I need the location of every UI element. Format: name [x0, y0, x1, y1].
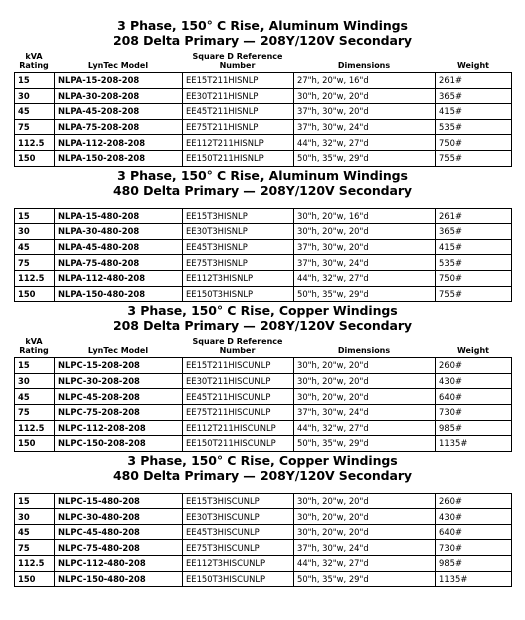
kva-cell: 75 — [15, 255, 55, 271]
table-row — [15, 524, 512, 540]
ref-cell: EE30T211HISCUNLP — [183, 373, 294, 389]
header-dimensions: Dimensions — [337, 346, 391, 356]
dimensions-cell: 30"h, 20"w, 20"d — [294, 493, 436, 509]
dimensions-cell: 37"h, 30"w, 20"d — [294, 104, 436, 120]
table-row — [15, 208, 512, 224]
dimensions-cell: 30"h, 20"w, 20"d — [294, 224, 436, 240]
weight-cell: 755# — [436, 150, 512, 166]
table-row — [15, 255, 512, 271]
weight-cell: 261# — [436, 208, 512, 224]
model-cell: NLPA-30-480-208 — [55, 224, 183, 240]
section-title-line1: 3 Phase, 150° C Rise, Aluminum Windings — [117, 167, 408, 183]
section-title — [14, 168, 511, 198]
weight-cell: 535# — [436, 119, 512, 135]
kva-cell: 150 — [15, 150, 55, 166]
ref-cell: EE15T3HISCUNLP — [183, 493, 294, 509]
table-row — [15, 358, 512, 374]
table-row — [15, 571, 512, 587]
dimensions-cell: 44"h, 32"w, 27"d — [294, 420, 436, 436]
kva-cell: 112.5 — [15, 270, 55, 286]
model-cell: NLPA-75-208-208 — [55, 119, 183, 135]
ref-cell: EE30T211HISNLP — [183, 88, 294, 104]
table-row — [15, 436, 512, 452]
header-model: LynTec Model — [87, 61, 149, 70]
kva-cell: 45 — [15, 239, 55, 255]
ref-cell: EE150T3HISCUNLP — [183, 571, 294, 587]
ref-cell: EE150T211HISCUNLP — [183, 436, 294, 452]
weight-cell: 535# — [436, 255, 512, 271]
column-headers — [14, 48, 511, 72]
header-weight: Weight — [457, 61, 489, 70]
weight-cell: 365# — [436, 224, 512, 240]
dimensions-cell: 44"h, 32"w, 27"d — [294, 270, 436, 286]
dimensions-cell: 44"h, 32"w, 27"d — [294, 135, 436, 151]
section-title-line2: 208 Delta Primary — 208Y/120V Secondary — [113, 318, 412, 334]
weight-cell: 260# — [436, 493, 512, 509]
spec-table — [14, 208, 512, 303]
dimensions-cell: 37"h, 30"w, 24"d — [294, 404, 436, 420]
dimensions-cell: 27"h, 20"w, 16"d — [294, 73, 436, 89]
ref-cell: EE112T211HISCUNLP — [183, 420, 294, 436]
weight-cell: 985# — [436, 420, 512, 436]
model-cell: NLPC-15-208-208 — [55, 358, 183, 374]
model-cell: NLPA-112-208-208 — [55, 135, 183, 151]
model-cell: NLPC-15-480-208 — [55, 493, 183, 509]
weight-cell: 755# — [436, 286, 512, 302]
kva-cell: 112.5 — [15, 556, 55, 572]
ref-cell: EE112T3HISCUNLP — [183, 556, 294, 572]
section-aluminum-208 — [14, 18, 511, 167]
dimensions-cell: 37"h, 30"w, 20"d — [294, 239, 436, 255]
kva-cell: 45 — [15, 524, 55, 540]
kva-cell: 150 — [15, 436, 55, 452]
table-row — [15, 493, 512, 509]
dimensions-cell: 50"h, 35"w, 29"d — [294, 286, 436, 302]
model-cell: NLPC-30-480-208 — [55, 509, 183, 525]
table-row — [15, 270, 512, 286]
ref-cell: EE30T3HISCUNLP — [183, 509, 294, 525]
table-row — [15, 509, 512, 525]
header-kva-rating: kVA Rating — [19, 52, 49, 70]
ref-cell: EE75T211HISNLP — [183, 119, 294, 135]
header-weight: Weight — [457, 346, 489, 356]
kva-cell: 45 — [15, 389, 55, 405]
ref-cell: EE75T3HISCUNLP — [183, 540, 294, 556]
section-title — [14, 18, 511, 48]
kva-cell: 112.5 — [15, 135, 55, 151]
dimensions-cell: 30"h, 20"w, 16"d — [294, 208, 436, 224]
column-headers — [14, 333, 511, 357]
ref-cell: EE45T211HISNLP — [183, 104, 294, 120]
table-row — [15, 88, 512, 104]
model-cell: NLPA-30-208-208 — [55, 88, 183, 104]
spec-table — [14, 72, 512, 167]
table-row — [15, 150, 512, 166]
table-row — [15, 420, 512, 436]
weight-cell: 1135# — [436, 571, 512, 587]
kva-cell: 75 — [15, 404, 55, 420]
model-cell: NLPC-45-480-208 — [55, 524, 183, 540]
section-title — [14, 453, 511, 483]
table-row — [15, 373, 512, 389]
dimensions-cell: 30"h, 20"w, 20"d — [294, 88, 436, 104]
dimensions-cell: 50"h, 35"w, 29"d — [294, 571, 436, 587]
ref-cell: EE45T211HISCUNLP — [183, 389, 294, 405]
model-cell: NLPA-112-480-208 — [55, 270, 183, 286]
dimensions-cell: 50"h, 35"w, 29"d — [294, 150, 436, 166]
section-title-line2: 480 Delta Primary — 208Y/120V Secondary — [113, 467, 412, 483]
model-cell: NLPA-15-208-208 — [55, 73, 183, 89]
weight-cell: 640# — [436, 524, 512, 540]
table-row — [15, 119, 512, 135]
section-copper-480 — [14, 453, 511, 588]
model-cell: NLPC-75-208-208 — [55, 404, 183, 420]
table-row — [15, 73, 512, 89]
table-row — [15, 239, 512, 255]
section-title-line1: 3 Phase, 150° C Rise, Aluminum Windings — [117, 18, 408, 33]
kva-cell: 112.5 — [15, 420, 55, 436]
kva-cell: 150 — [15, 286, 55, 302]
kva-cell: 15 — [15, 73, 55, 89]
table-row — [15, 135, 512, 151]
kva-cell: 75 — [15, 540, 55, 556]
table-row — [15, 540, 512, 556]
model-cell: NLPC-112-480-208 — [55, 556, 183, 572]
dimensions-cell: 30"h, 20"w, 20"d — [294, 389, 436, 405]
section-title-line1: 3 Phase, 150° C Rise, Copper Windings — [127, 452, 398, 468]
weight-cell: 730# — [436, 540, 512, 556]
model-cell: NLPA-150-208-208 — [55, 150, 183, 166]
ref-cell: EE45T3HISNLP — [183, 239, 294, 255]
model-cell: NLPA-150-480-208 — [55, 286, 183, 302]
dimensions-cell: 30"h, 20"w, 20"d — [294, 373, 436, 389]
ref-cell: EE112T211HISNLP — [183, 135, 294, 151]
weight-cell: 415# — [436, 104, 512, 120]
model-cell: NLPA-45-208-208 — [55, 104, 183, 120]
weight-cell: 365# — [436, 88, 512, 104]
table-row — [15, 389, 512, 405]
kva-cell: 75 — [15, 119, 55, 135]
dimensions-cell: 37"h, 30"w, 24"d — [294, 540, 436, 556]
ref-cell: EE45T3HISCUNLP — [183, 524, 294, 540]
ref-cell: EE15T3HISNLP — [183, 208, 294, 224]
table-row — [15, 556, 512, 572]
kva-cell: 15 — [15, 493, 55, 509]
weight-cell: 750# — [436, 135, 512, 151]
ref-cell: EE15T211HISNLP — [183, 73, 294, 89]
section-title-line2: 208 Delta Primary — 208Y/120V Secondary — [113, 33, 412, 48]
ref-cell: EE75T3HISNLP — [183, 255, 294, 271]
kva-cell: 15 — [15, 208, 55, 224]
section-copper-208 — [14, 303, 511, 452]
kva-cell: 30 — [15, 509, 55, 525]
header-model: LynTec Model — [87, 346, 149, 356]
dimensions-cell: 50"h, 35"w, 29"d — [294, 436, 436, 452]
model-cell: NLPA-15-480-208 — [55, 208, 183, 224]
dimensions-cell: 37"h, 30"w, 24"d — [294, 255, 436, 271]
model-cell: NLPA-75-480-208 — [55, 255, 183, 271]
header-sqd-ref: Square D Reference Number — [192, 337, 283, 356]
kva-cell: 15 — [15, 358, 55, 374]
model-cell: NLPC-112-208-208 — [55, 420, 183, 436]
ref-cell: EE15T211HISCUNLP — [183, 358, 294, 374]
weight-cell: 985# — [436, 556, 512, 572]
header-kva-rating: kVA Rating — [19, 337, 49, 356]
kva-cell: 45 — [15, 104, 55, 120]
dimensions-cell: 30"h, 20"w, 20"d — [294, 524, 436, 540]
table-row — [15, 224, 512, 240]
weight-cell: 430# — [436, 509, 512, 525]
kva-cell: 30 — [15, 373, 55, 389]
ref-cell: EE150T3HISNLP — [183, 286, 294, 302]
weight-cell: 640# — [436, 389, 512, 405]
ref-cell: EE30T3HISNLP — [183, 224, 294, 240]
model-cell: NLPC-45-208-208 — [55, 389, 183, 405]
table-row — [15, 286, 512, 302]
ref-cell: EE112T3HISNLP — [183, 270, 294, 286]
weight-cell: 730# — [436, 404, 512, 420]
ref-cell: EE75T211HISCUNLP — [183, 404, 294, 420]
dimensions-cell: 30"h, 20"w, 20"d — [294, 358, 436, 374]
model-cell: NLPC-150-208-208 — [55, 436, 183, 452]
model-cell: NLPC-30-208-208 — [55, 373, 183, 389]
section-aluminum-480 — [14, 168, 511, 303]
ref-cell: EE150T211HISNLP — [183, 150, 294, 166]
table-row — [15, 104, 512, 120]
model-cell: NLPC-75-480-208 — [55, 540, 183, 556]
weight-cell: 415# — [436, 239, 512, 255]
kva-cell: 150 — [15, 571, 55, 587]
kva-cell: 30 — [15, 88, 55, 104]
dimensions-cell: 37"h, 30"w, 24"d — [294, 119, 436, 135]
weight-cell: 1135# — [436, 436, 512, 452]
weight-cell: 260# — [436, 358, 512, 374]
dimensions-cell: 44"h, 32"w, 27"d — [294, 556, 436, 572]
kva-cell: 30 — [15, 224, 55, 240]
header-dimensions: Dimensions — [337, 61, 391, 70]
transformer-spec-sheet — [14, 18, 511, 587]
weight-cell: 750# — [436, 270, 512, 286]
header-sqd-ref: Square D Reference Number — [192, 52, 283, 70]
model-cell: NLPA-45-480-208 — [55, 239, 183, 255]
section-title-line2: 480 Delta Primary — 208Y/120V Secondary — [113, 182, 412, 198]
weight-cell: 261# — [436, 73, 512, 89]
table-row — [15, 404, 512, 420]
weight-cell: 430# — [436, 373, 512, 389]
spec-table — [14, 357, 512, 452]
model-cell: NLPC-150-480-208 — [55, 571, 183, 587]
section-title — [14, 303, 511, 333]
section-title-line1: 3 Phase, 150° C Rise, Copper Windings — [127, 303, 398, 319]
spec-table — [14, 493, 512, 588]
dimensions-cell: 30"h, 20"w, 20"d — [294, 509, 436, 525]
